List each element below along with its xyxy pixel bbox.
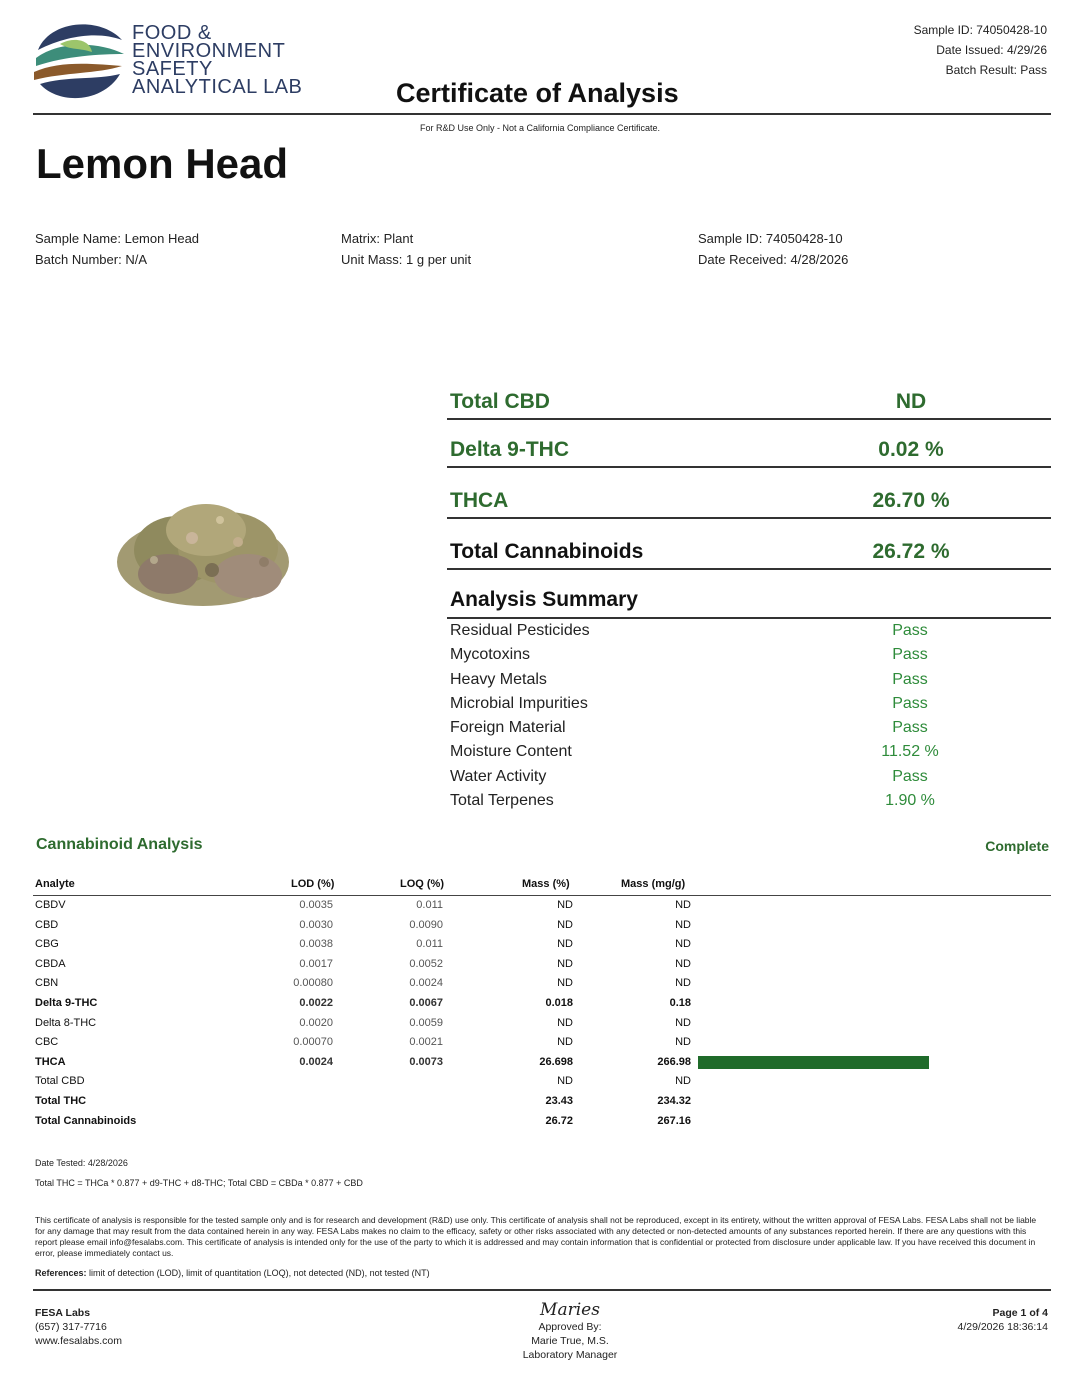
loq-value: 0.011 (416, 899, 443, 911)
analyte-name: CBC (35, 1036, 59, 1049)
mass-percent: ND (557, 938, 573, 951)
lod-value: 0.0030 (299, 918, 333, 931)
header-sample-id: Sample ID: 74050428-10 (913, 23, 1047, 37)
mass-percent: ND (557, 1036, 573, 1049)
table-header-divider (33, 895, 1051, 896)
mass-percent: ND (557, 1016, 573, 1029)
references (35, 1268, 430, 1278)
analyte-name: Total Cannabinoids (35, 1114, 137, 1127)
approver-title: Laboratory Manager (522, 1349, 618, 1361)
mass-mg-per-g: 266.98 (657, 1055, 691, 1068)
mass-mg-per-g: 267.16 (657, 1114, 691, 1127)
analysis-row (450, 622, 950, 646)
analysis-value: Pass (892, 768, 928, 785)
table-row (33, 919, 1051, 939)
mass-mg-per-g: ND (675, 918, 691, 931)
analysis-label: Residual Pesticides (450, 622, 590, 639)
column-header: LOD (%) (291, 878, 335, 890)
analysis-row (450, 695, 950, 719)
header-date-issued: Date Issued: 4/29/26 (936, 43, 1047, 57)
analysis-label: Microbial Impurities (450, 695, 588, 712)
summary-total-cannabinoids (447, 532, 1051, 570)
mass-percent: 26.72 (545, 1114, 573, 1127)
analysis-summary-title: Analysis Summary (450, 588, 638, 611)
lod-value: 0.0035 (299, 899, 333, 911)
cannabinoid-status: Complete (985, 838, 1049, 854)
table-row (33, 1017, 1051, 1037)
sample-meta-right (698, 228, 848, 270)
table-row (33, 899, 1051, 919)
lod-value: 0.0022 (299, 997, 333, 1009)
mass-percent: ND (557, 899, 573, 911)
mass-mg-per-g: ND (675, 1016, 691, 1029)
analysis-value: Pass (892, 719, 928, 736)
lab-logo-text (132, 24, 302, 96)
analysis-summary-divider (447, 617, 1051, 619)
analyte-name: Delta 8-THC (35, 1016, 97, 1029)
signature: Maries (540, 1300, 600, 1320)
table-row (33, 958, 1051, 978)
summary-label: Total Cannabinoids (450, 540, 644, 563)
analysis-label: Moisture Content (450, 743, 572, 760)
lod-value: 0.00070 (293, 1036, 333, 1049)
analyte-name: CBDA (35, 957, 66, 970)
mass-percent: ND (557, 977, 573, 990)
date-tested: Date Tested: 4/28/2026 (35, 1158, 128, 1168)
summary-label: THCA (450, 489, 509, 512)
mass-mg-per-g: 0.18 (669, 997, 691, 1009)
lod-value: 0.0024 (299, 1055, 333, 1068)
analyte-name: CBN (35, 977, 59, 990)
footer-lab-name: FESA Labs (35, 1307, 91, 1319)
formula-note: Total THC = THCa * 0.877 + d9-THC + d8-THC; Total CBD = CBDa * 0.877 + CBD (35, 1178, 363, 1188)
mass-mg-per-g: ND (675, 899, 691, 911)
analysis-row (450, 671, 950, 695)
analyte-name: THCA (35, 1055, 66, 1068)
rnd-note: For R&D Use Only - Not a California Compliance Certificate. (419, 123, 661, 133)
table-row (33, 1095, 1051, 1115)
mass-percent: ND (557, 957, 573, 970)
summary-value: 26.70 % (872, 489, 950, 512)
approver-name: Marie True, M.S. (531, 1335, 609, 1347)
header-divider (33, 113, 1051, 115)
analyte-name: Total THC (35, 1095, 87, 1107)
logo-line: ENVIRONMENT (132, 40, 286, 62)
column-header: Mass (mg/g) (621, 878, 686, 890)
logo-line: ANALYTICAL LAB (132, 76, 303, 98)
unit-mass: Unit Mass: 1 g per unit (341, 252, 472, 267)
footer-phone: (657) 317-7716 (35, 1321, 107, 1333)
logo-line: SAFETY (132, 58, 213, 80)
analysis-label: Heavy Metals (450, 671, 547, 688)
mass-percent: 0.018 (545, 997, 573, 1009)
summary-delta9-thc (447, 430, 1051, 468)
header-batch-result: Batch Result: Pass (945, 63, 1047, 77)
summary-value: ND (895, 390, 927, 413)
product-title: Lemon Head (36, 140, 289, 187)
analysis-label: Total Terpenes (450, 792, 554, 809)
footer-page-info (957, 1306, 1048, 1334)
logo-line: FOOD & (132, 22, 212, 44)
mass-mg-per-g: ND (675, 938, 691, 951)
table-row (33, 1056, 1051, 1076)
loq-value: 0.011 (416, 938, 443, 951)
analyte-name: CBDV (35, 899, 66, 911)
analysis-row (450, 743, 950, 767)
column-header: Analyte (35, 878, 75, 890)
loq-value: 0.0021 (409, 1036, 443, 1049)
footer-divider (33, 1289, 1051, 1291)
footer-website: www.fesalabs.com (35, 1335, 122, 1347)
table-row (33, 997, 1051, 1017)
matrix: Matrix: Plant (341, 231, 414, 246)
mass-mg-per-g: ND (675, 1036, 691, 1049)
mass-percent: 23.43 (545, 1095, 573, 1107)
cannabis-flower-image (108, 490, 298, 620)
loq-value: 0.0090 (409, 918, 443, 931)
table-row (33, 1036, 1051, 1056)
sample-name: Sample Name: Lemon Head (35, 231, 200, 246)
document-title: Certificate of Analysis (396, 78, 679, 108)
analysis-label: Mycotoxins (450, 646, 531, 663)
summary-value: 26.72 % (872, 540, 950, 563)
analyte-name: CBG (35, 938, 59, 951)
mass-percent: ND (557, 918, 573, 931)
analysis-value: Pass (892, 695, 928, 712)
lod-value: 0.0038 (299, 938, 333, 951)
mass-mg-per-g: ND (675, 957, 691, 970)
analysis-row (450, 719, 950, 743)
mass-bar (698, 1056, 929, 1069)
analysis-value: 11.52 % (881, 743, 939, 760)
summary-value: 0.02 % (878, 438, 944, 461)
header-info (914, 20, 1047, 80)
table-row (33, 977, 1051, 997)
footer-lab-info (35, 1306, 122, 1348)
table-row (33, 1075, 1051, 1095)
loq-value: 0.0052 (409, 957, 443, 970)
table-row (33, 938, 1051, 958)
footer-timestamp: 4/29/2026 18:36:14 (957, 1321, 1048, 1333)
references-label: References: (35, 1268, 87, 1278)
analysis-row (450, 768, 950, 792)
fesa-logo-icon (30, 14, 128, 110)
loq-value: 0.0059 (409, 1016, 443, 1029)
sample-meta-left (35, 228, 199, 270)
mass-mg-per-g: ND (675, 977, 691, 990)
batch-number: Batch Number: N/A (35, 252, 147, 267)
analysis-row (450, 792, 950, 816)
cannabinoid-analysis-title: Cannabinoid Analysis (36, 836, 203, 853)
loq-value: 0.0024 (409, 977, 443, 990)
disclaimer: This certificate of analysis is responsible for the tested sample only and is for research and development (R&D) use only. This certificate of analysis shall not be reproduced, except in its entirety, without the written approval of FESA Labs. FESA Labs shall not be liable for any damage that may result from the data contained herein in any way. FESA Labs makes no claim to the efficacy, safety or other risks associated with any detected or non-detected amounts of any substances reported herein. If there are any questions with this report please email info@fesalabs.com. This certificate of analysis is intended only for the use of the party to which it is addressed and may contain information that is confidential or protected from disclosure under applicable law. If you have received this document in error, please immediately contact us. (35, 1215, 1037, 1258)
mass-mg-per-g: ND (675, 1075, 691, 1088)
mass-mg-per-g: 234.32 (657, 1095, 691, 1107)
analysis-label: Water Activity (450, 768, 547, 785)
mass-percent: 26.698 (539, 1055, 573, 1068)
page-number: Page 1 of 4 (992, 1307, 1048, 1319)
mass-percent: ND (557, 1075, 573, 1088)
column-header: LOQ (%) (400, 878, 444, 890)
analysis-label: Foreign Material (450, 719, 566, 736)
analysis-row (450, 646, 950, 670)
loq-value: 0.0073 (409, 1055, 443, 1068)
sample-meta-middle (341, 228, 471, 270)
summary-thca (447, 481, 1051, 519)
analysis-value: 1.90 % (885, 792, 935, 809)
lod-value: 0.00080 (293, 977, 333, 990)
loq-value: 0.0067 (409, 997, 443, 1009)
analyte-name: Delta 9-THC (35, 997, 98, 1009)
summary-label: Total CBD (450, 390, 550, 413)
analysis-value: Pass (892, 646, 928, 663)
analyte-name: Total CBD (35, 1075, 85, 1088)
analyte-name: CBD (35, 918, 59, 931)
analysis-value: Pass (892, 671, 928, 688)
summary-label: Delta 9-THC (450, 438, 570, 461)
footer-approval (470, 1300, 670, 1362)
summary-total-cbd (447, 382, 1051, 420)
lod-value: 0.0017 (299, 957, 333, 970)
column-header: Mass (%) (522, 878, 570, 890)
sample-id: Sample ID: 74050428-10 (698, 231, 843, 246)
references-text: limit of detection (LOD), limit of quantitation (LOQ), not detected (ND), not tested (NT) (89, 1268, 430, 1278)
date-received: Date Received: 4/28/2026 (698, 252, 849, 267)
lod-value: 0.0020 (299, 1016, 333, 1029)
approved-by: Approved By: (538, 1321, 602, 1333)
table-row (33, 1115, 1051, 1135)
analysis-value: Pass (892, 622, 928, 639)
